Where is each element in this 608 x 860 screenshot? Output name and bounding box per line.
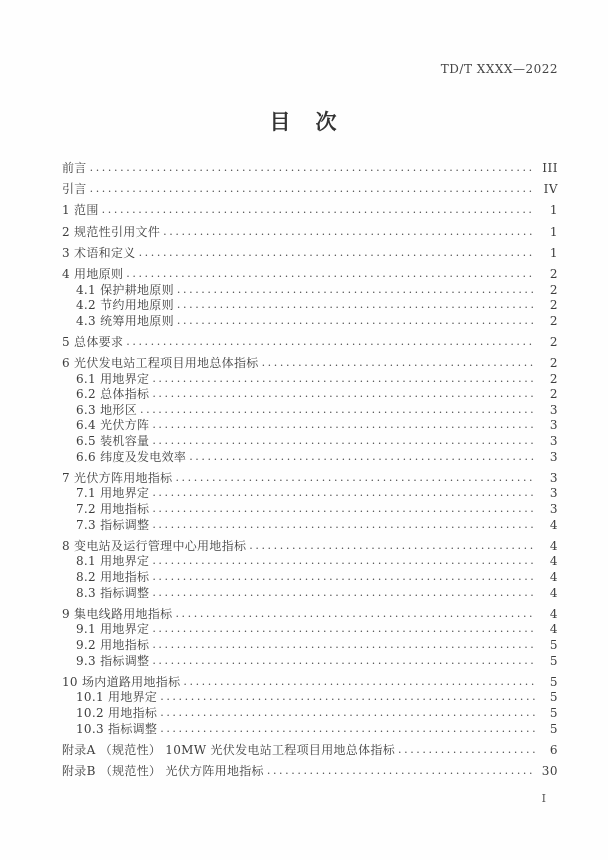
toc-leader-dots xyxy=(102,202,535,218)
toc-entry xyxy=(62,675,558,691)
toc-entry-page: 3 xyxy=(549,418,558,433)
toc-entry xyxy=(62,372,558,388)
toc-leader-dots xyxy=(152,569,535,585)
toc-leader-dots xyxy=(183,674,535,690)
toc-leader-dots xyxy=(160,689,535,705)
toc-leader-dots xyxy=(163,224,535,240)
toc-entry-page: 4 xyxy=(549,622,558,637)
toc-entry-label: 6.2 总体指标 xyxy=(76,387,150,402)
toc-entry-label: 10 场内道路用地指标 xyxy=(62,674,181,689)
toc-entry-label: 附录B （规范性） 光伏方阵用地指标 xyxy=(62,763,264,778)
toc-leader-dots xyxy=(267,763,535,779)
toc-entry xyxy=(62,638,558,654)
page-title: 目 次 xyxy=(269,109,339,134)
toc-entry-page: 4 xyxy=(549,538,558,553)
toc-entry-page: 4 xyxy=(549,517,558,532)
toc-entry-page: 5 xyxy=(549,690,558,705)
toc-entry-page: 3 xyxy=(549,402,558,417)
toc-entry-page: 4 xyxy=(549,554,558,569)
toc-leader-dots xyxy=(160,705,535,721)
toc-leader-dots xyxy=(152,386,535,402)
toc-entry xyxy=(62,335,558,351)
toc-entry-label: 2 规范性引用文件 xyxy=(62,224,161,239)
toc-leader-dots xyxy=(152,517,535,533)
toc-entry-page: 5 xyxy=(549,653,558,668)
toc-entry xyxy=(62,554,558,570)
toc-entry-label: 6.5 装机容量 xyxy=(76,434,150,449)
toc-entry xyxy=(62,182,558,198)
toc-entry xyxy=(62,356,558,372)
toc-entry-label: 7.3 指标调整 xyxy=(76,517,150,532)
toc-leader-dots xyxy=(90,181,535,197)
toc-entry-label: 9.1 用地界定 xyxy=(76,622,150,637)
toc-entry-page: 3 xyxy=(549,470,558,485)
toc-leader-dots xyxy=(152,501,535,517)
toc-entry-label: 1 范围 xyxy=(62,203,99,218)
toc-leader-dots xyxy=(152,371,535,387)
toc-entry-page: 2 xyxy=(549,266,558,281)
toc-leader-dots xyxy=(152,433,535,449)
toc-entry xyxy=(62,743,558,759)
toc-entry-page: 2 xyxy=(549,298,558,313)
toc-entry-page: 4 xyxy=(549,606,558,621)
toc-entry-page: 3 xyxy=(549,486,558,501)
toc-entry xyxy=(62,722,558,738)
toc-entry-label: 8.1 用地界定 xyxy=(76,554,150,569)
toc-entry-label: 9.3 指标调整 xyxy=(76,653,150,668)
toc-entry xyxy=(62,471,558,487)
toc-entry-label: 8.2 用地指标 xyxy=(76,570,150,584)
toc-entry-page: 1 xyxy=(549,203,558,218)
toc-entry-label: 4.1 保护耕地原则 xyxy=(76,282,174,297)
toc-entry-label: 6.4 光伏方阵 xyxy=(76,418,150,433)
toc-entry xyxy=(62,161,558,177)
toc-leader-dots xyxy=(160,721,535,737)
toc-leader-dots xyxy=(249,538,535,554)
toc-entry-label: 10.1 用地界定 xyxy=(76,690,158,705)
toc-entry-page: III xyxy=(542,161,558,175)
toc-entry-label: 引言 xyxy=(62,182,87,197)
toc-entry xyxy=(62,203,558,219)
toc-leader-dots xyxy=(152,637,535,653)
toc-leader-dots xyxy=(177,297,535,313)
toc-leader-dots xyxy=(152,417,535,433)
toc-entry xyxy=(62,267,558,283)
toc-entry-page: 3 xyxy=(549,449,558,464)
toc-entry-label: 7.2 用地指标 xyxy=(76,502,150,517)
toc-leader-dots xyxy=(262,355,535,371)
toc-leader-dots xyxy=(189,449,535,465)
toc-entry-label: 4.3 统筹用地原则 xyxy=(76,313,174,328)
toc-leader-dots xyxy=(175,606,535,622)
toc-entry-page: 2 xyxy=(549,356,558,371)
toc-entry xyxy=(62,450,558,466)
toc-entry-label: 8 变电站及运行管理中心用地指标 xyxy=(62,538,247,553)
toc-entry xyxy=(62,298,558,314)
toc-entry xyxy=(62,314,558,330)
footer-page-number: I xyxy=(541,792,546,805)
toc-entry-page: 5 xyxy=(549,674,558,689)
toc-entry xyxy=(62,706,558,722)
toc-entry-page: 6 xyxy=(549,742,558,757)
toc-entry-page: 5 xyxy=(549,721,558,736)
toc-entry-label: 附录A （规范性） 10MW 光伏发电站工程项目用地总体指标 xyxy=(62,742,396,757)
toc-entry xyxy=(62,622,558,638)
toc-entry xyxy=(62,518,558,534)
toc-entry-label: 6.1 用地界定 xyxy=(76,371,150,386)
toc-entry-page: 2 xyxy=(549,334,558,349)
toc-entry-page: 4 xyxy=(549,570,558,584)
toc-entry xyxy=(62,387,558,403)
toc-entry-page: 2 xyxy=(549,282,558,297)
toc-entry-page: 1 xyxy=(549,224,558,239)
toc-leader-dots xyxy=(139,245,535,261)
toc-leader-dots xyxy=(152,621,535,637)
toc-entry-label: 6 光伏发电站工程项目用地总体指标 xyxy=(62,356,259,371)
toc-entry xyxy=(62,690,558,706)
toc-entry-page: 4 xyxy=(549,585,558,600)
toc-entry-page: 3 xyxy=(549,502,558,517)
toc-entry-page: 2 xyxy=(549,371,558,386)
toc-leader-dots xyxy=(126,334,535,350)
toc-entry xyxy=(62,586,558,602)
toc-leader-dots xyxy=(152,553,535,569)
toc-entry-page: 2 xyxy=(549,313,558,328)
toc-list xyxy=(62,161,558,780)
toc-entry xyxy=(62,283,558,299)
toc-leader-dots xyxy=(126,266,535,282)
toc-leader-dots xyxy=(152,653,535,669)
toc-entry-label: 6.3 地形区 xyxy=(76,402,137,417)
toc-entry xyxy=(62,418,558,434)
toc-entry-label: 前言 xyxy=(62,161,87,175)
toc-entry xyxy=(62,539,558,555)
toc-entry-page: 3 xyxy=(549,434,558,449)
toc-entry-label: 3 术语和定义 xyxy=(62,245,136,260)
toc-entry xyxy=(62,403,558,419)
toc-leader-dots xyxy=(140,402,535,418)
standard-number: TD/T XXXX—2022 xyxy=(440,62,558,76)
toc-entry xyxy=(62,434,558,450)
toc-leader-dots xyxy=(152,485,535,501)
toc-entry-label: 4 用地原则 xyxy=(62,266,124,281)
toc-entry-page: 5 xyxy=(549,637,558,652)
toc-leader-dots xyxy=(152,585,535,601)
toc-entry-page: 1 xyxy=(549,245,558,260)
toc-entry-label: 6.6 纬度及发电效率 xyxy=(76,449,187,464)
toc-entry xyxy=(62,225,558,241)
toc-leader-dots xyxy=(177,313,535,329)
toc-entry-label: 9 集电线路用地指标 xyxy=(62,606,173,621)
toc-entry-label: 7.1 用地界定 xyxy=(76,486,150,501)
toc-leader-dots xyxy=(398,742,535,758)
toc-entry-label: 10.2 用地指标 xyxy=(76,705,158,720)
toc-entry xyxy=(62,654,558,670)
toc-entry-label: 8.3 指标调整 xyxy=(76,585,150,600)
toc-entry-label: 10.3 指标调整 xyxy=(76,721,158,736)
toc-entry-label: 7 光伏方阵用地指标 xyxy=(62,470,173,485)
toc-entry xyxy=(62,607,558,623)
toc-entry xyxy=(62,502,558,518)
toc-entry xyxy=(62,246,558,262)
toc-entry-label: 9.2 用地指标 xyxy=(76,637,150,652)
toc-leader-dots xyxy=(175,470,535,486)
toc-entry xyxy=(62,764,558,780)
toc-entry-label: 5 总体要求 xyxy=(62,334,124,349)
toc-entry xyxy=(62,570,558,586)
toc-leader-dots xyxy=(177,282,535,298)
toc-entry-page: 30 xyxy=(541,763,558,778)
toc-entry-page: 2 xyxy=(549,387,558,402)
toc-leader-dots xyxy=(90,160,535,176)
toc-entry-label: 4.2 节约用地原则 xyxy=(76,298,174,313)
toc-entry-page: IV xyxy=(543,182,558,197)
toc-entry-page: 5 xyxy=(549,705,558,720)
toc-entry xyxy=(62,486,558,502)
